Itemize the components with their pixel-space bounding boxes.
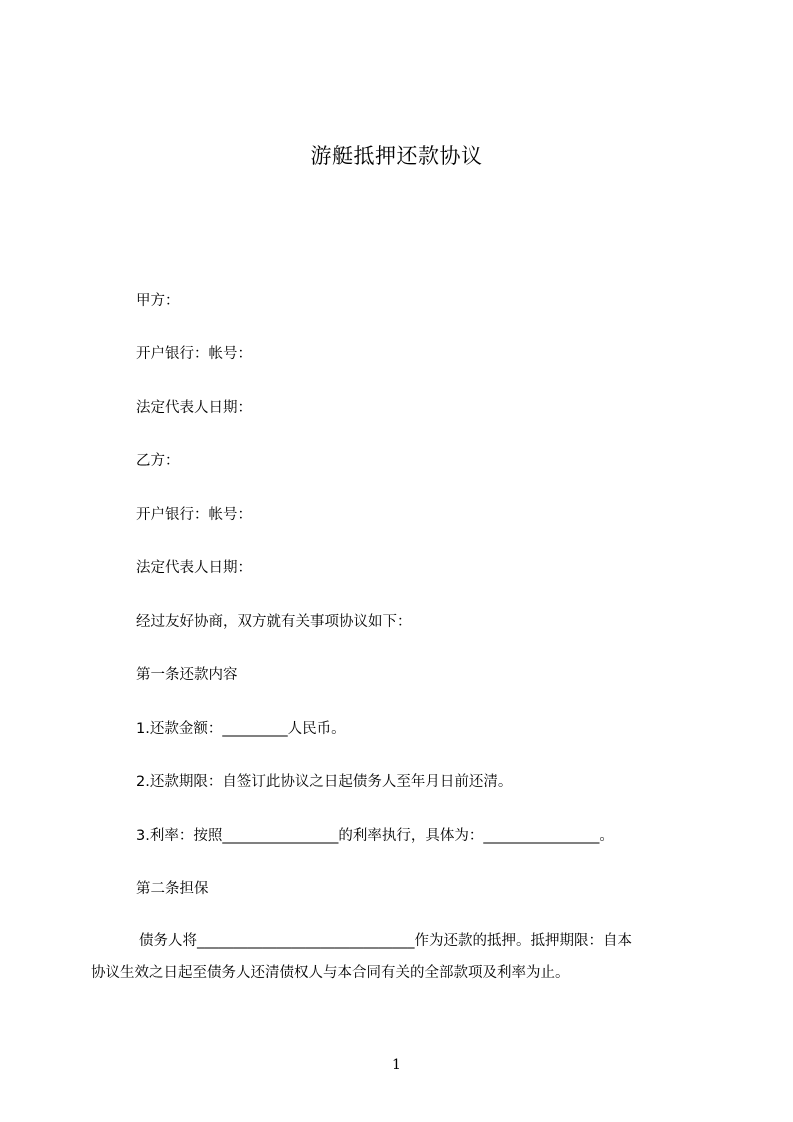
party-b-bank-account: 开户银行：帐号： [136, 507, 252, 523]
interest-rate-clause: 3.利率：按照________________的利率执行，具体为：________________。 [136, 828, 614, 844]
repayment-term-clause: 2.还款期限：自签订此协议之日起债务人至年月日前还清。 [136, 774, 513, 790]
party-a-bank-account: 开户银行：帐号： [136, 346, 252, 362]
agreement-intro: 经过友好协商，双方就有关事项协议如下： [136, 614, 412, 630]
article-1-heading: 第一条还款内容 [136, 667, 238, 683]
repayment-amount-clause: 1.还款金额：_________人民币。 [136, 721, 346, 737]
page-number: 1 [392, 1057, 401, 1073]
document-title: 游艇抵押还款协议 [310, 144, 483, 168]
guarantee-paragraph [91, 925, 711, 989]
party-b-representative-date: 法定代表人日期： [136, 560, 252, 576]
party-b-label: 乙方： [136, 453, 180, 469]
party-a-representative-date: 法定代表人日期： [136, 400, 252, 416]
party-a-label: 甲方： [136, 293, 180, 309]
guarantee-paragraph-line-1: 债务人将______________________________作为还款的抵押。抵押期限：自本 [139, 933, 632, 949]
article-2-heading: 第二条担保 [136, 881, 209, 897]
guarantee-paragraph-line-2: 协议生效之日起至债务人还清债权人与本合同有关的全部款项及利率为止。 [91, 965, 570, 981]
